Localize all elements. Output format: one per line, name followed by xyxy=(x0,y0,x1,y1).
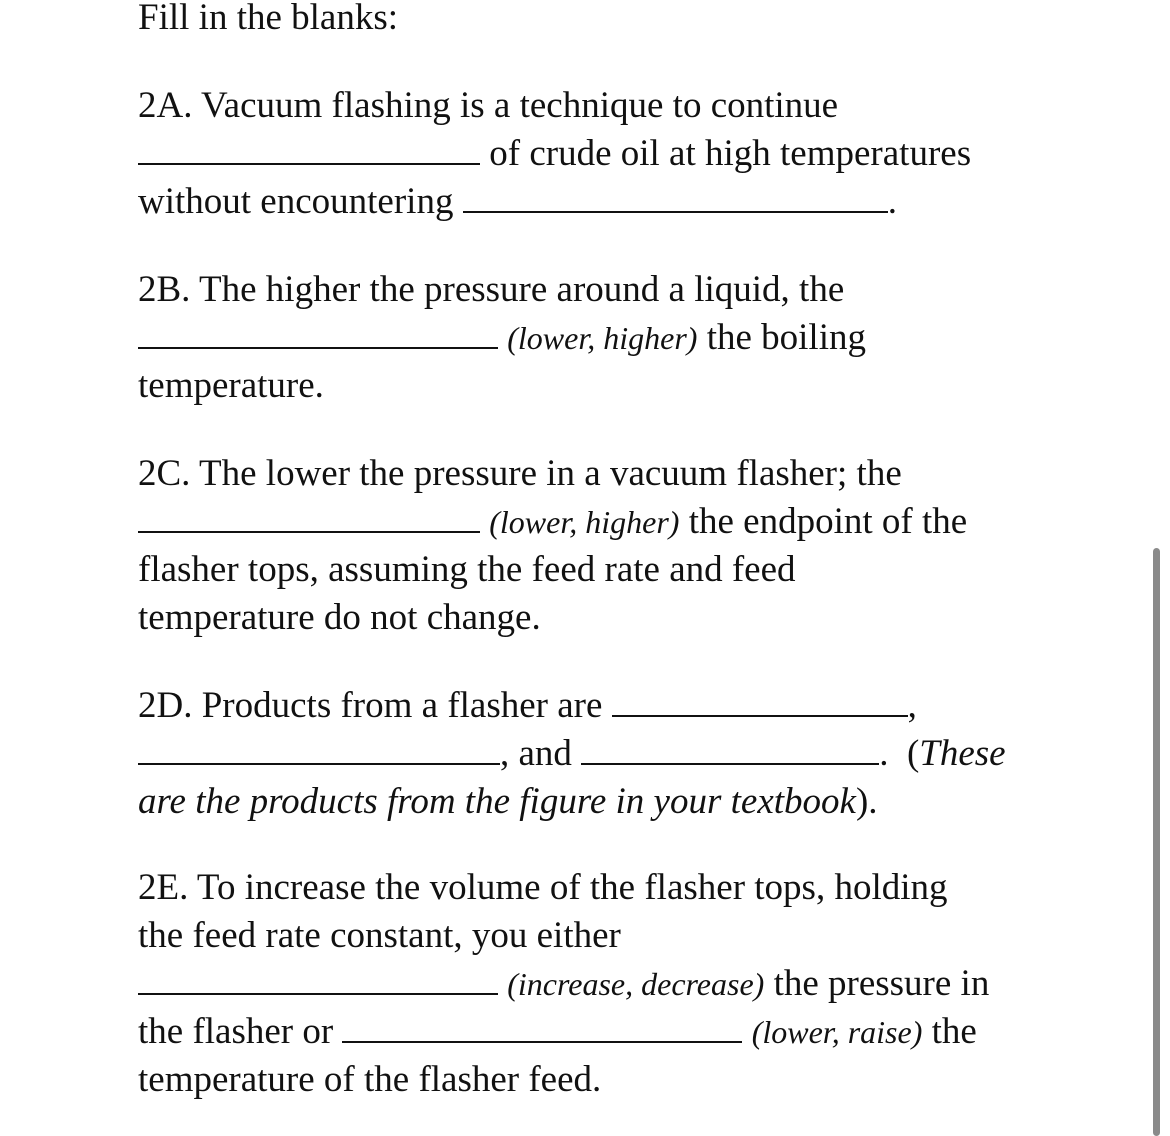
instructions-heading xyxy=(138,0,398,40)
blank-2e-2[interactable] xyxy=(342,1011,742,1043)
question-2c-line-1 xyxy=(138,452,902,496)
question-2d-line-2 xyxy=(138,732,1006,776)
question-2e-text: 2E. To increase the volume of the flasher tops, holding xyxy=(138,867,948,908)
scrollbar[interactable] xyxy=(1153,548,1160,1136)
question-2e-text-4: the flasher or xyxy=(138,1011,334,1052)
question-2b-text: 2B. The higher the pressure around a liquid, the xyxy=(138,269,845,310)
question-2c-line-4 xyxy=(138,596,541,640)
question-2b-line-1 xyxy=(138,268,844,312)
question-2b-line-3 xyxy=(138,364,324,408)
question-2e-line-1 xyxy=(138,866,948,910)
question-2d-paren: ( xyxy=(906,733,920,774)
blank-2a-1[interactable] xyxy=(138,133,480,165)
question-2d-and: , and xyxy=(500,733,572,774)
question-2d-close: ). xyxy=(855,781,878,822)
question-2e-text-2: the feed rate constant, you either xyxy=(138,915,621,956)
question-2e-options-2: (lower, raise) xyxy=(751,1014,923,1050)
question-2c-text: 2C. The lower the pressure in a vacuum flasher; the xyxy=(138,453,902,494)
question-2b-line-2 xyxy=(138,316,866,360)
question-2b-text-3: temperature. xyxy=(138,365,324,406)
question-2c-text-4: temperature do not change. xyxy=(138,597,541,638)
blank-2d-2[interactable] xyxy=(138,733,500,765)
question-2d-period: . xyxy=(879,733,889,774)
question-2c-text-2: the endpoint of the xyxy=(688,501,968,542)
question-2d-line-3 xyxy=(138,780,878,824)
question-2a-text-2: of crude oil at high temperatures xyxy=(489,133,972,174)
question-2e-text-6: temperature of the flasher feed. xyxy=(138,1059,602,1100)
question-2a-text-3: without encountering xyxy=(138,181,454,222)
blank-2e-1[interactable] xyxy=(138,963,498,995)
question-2e-text-5: the xyxy=(931,1011,977,1052)
question-2e-line-5 xyxy=(138,1058,601,1102)
question-2a-period: . xyxy=(887,181,897,222)
question-2b-text-2: the boiling xyxy=(706,317,866,358)
question-2d-line-1 xyxy=(138,684,917,728)
blank-2c[interactable] xyxy=(138,501,480,533)
blank-2a-2[interactable] xyxy=(463,181,888,213)
question-2d-text-3: are the products from the figure in your textbook xyxy=(138,781,856,822)
question-2b-options: (lower, higher) xyxy=(507,320,698,356)
question-2d-text: 2D. Products from a flasher are xyxy=(138,685,603,726)
blank-2d-1[interactable] xyxy=(612,685,908,717)
question-2a-line-1 xyxy=(138,84,838,128)
question-2e-line-2 xyxy=(138,914,621,958)
question-2a-text: 2A. Vacuum flashing is a technique to continue xyxy=(138,85,839,126)
instructions-text: Fill in the blanks: xyxy=(138,0,399,38)
question-2e-line-3 xyxy=(138,962,989,1006)
question-2d-these: These xyxy=(919,733,1006,774)
question-2e-options-1: (increase, decrease) xyxy=(507,966,765,1002)
blank-2b[interactable] xyxy=(138,317,498,349)
question-2a-line-3 xyxy=(138,180,897,224)
blank-2d-3[interactable] xyxy=(581,733,879,765)
question-2c-text-3: flasher tops, assuming the feed rate and feed xyxy=(138,549,796,590)
question-2e-text-3: the pressure in xyxy=(773,963,990,1004)
question-2e-line-4 xyxy=(138,1010,977,1054)
question-2c-options: (lower, higher) xyxy=(489,504,680,540)
question-2c-line-2 xyxy=(138,500,967,544)
question-2c-line-3 xyxy=(138,548,796,592)
question-2d-comma: , xyxy=(907,685,917,726)
question-2a-line-2 xyxy=(138,132,971,176)
